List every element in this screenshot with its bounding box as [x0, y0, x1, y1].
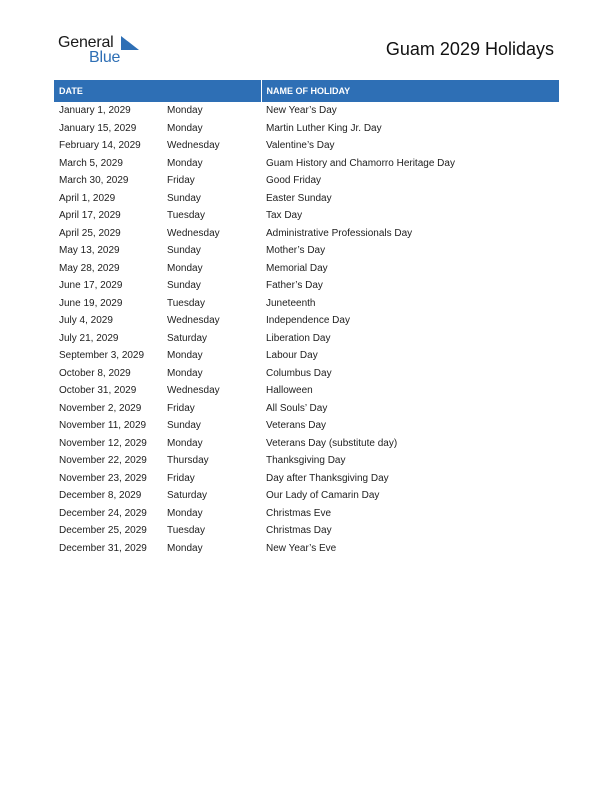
holiday-name: Halloween: [266, 385, 313, 397]
holiday-weekday: Friday: [167, 175, 195, 187]
holiday-weekday: Sunday: [167, 245, 201, 257]
holiday-date: June 19, 2029: [59, 297, 123, 309]
holiday-name: Tax Day: [266, 210, 303, 222]
holiday-name: Veterans Day: [266, 420, 327, 432]
holiday-date: November 23, 2029: [59, 472, 147, 484]
holiday-date: November 2, 2029: [59, 402, 142, 414]
holiday-name: Day after Thanksgiving Day: [266, 472, 389, 484]
holiday-weekday: Monday: [167, 507, 203, 519]
holiday-weekday: Friday: [167, 472, 195, 484]
holiday-date: February 14, 2029: [59, 140, 141, 152]
table-row: [54, 172, 559, 190]
holiday-name: Mother’s Day: [266, 245, 326, 257]
table-row: [54, 155, 559, 173]
holiday-weekday: Sunday: [167, 192, 201, 204]
logo-text-blue: Blue: [89, 49, 121, 66]
logo-triangle-icon: [121, 36, 139, 50]
holiday-weekday: Saturday: [167, 490, 208, 502]
holiday-date: October 31, 2029: [59, 385, 137, 397]
holiday-date: September 3, 2029: [59, 350, 145, 362]
holiday-date: July 4, 2029: [59, 315, 113, 327]
table-row: [54, 435, 559, 453]
holiday-date: May 28, 2029: [59, 262, 120, 274]
holiday-weekday: Monday: [167, 105, 203, 117]
holiday-weekday: Wednesday: [167, 227, 220, 239]
header-holiday-name: NAME OF HOLIDAY: [261, 80, 559, 102]
table-row: [54, 137, 559, 155]
table-row: [54, 382, 559, 400]
holiday-name: Liberation Day: [266, 332, 331, 344]
holiday-name: Martin Luther King Jr. Day: [266, 122, 382, 134]
holiday-table: [54, 80, 559, 557]
table-row: [54, 400, 559, 418]
holiday-weekday: Monday: [167, 367, 203, 379]
holiday-date: April 17, 2029: [59, 210, 121, 222]
holiday-name: New Year’s Day: [266, 105, 337, 117]
holiday-weekday: Saturday: [167, 332, 208, 344]
holiday-date: June 17, 2029: [59, 280, 123, 292]
table-row: [54, 207, 559, 225]
holiday-weekday: Monday: [167, 542, 203, 554]
holiday-weekday: Tuesday: [167, 297, 205, 309]
holiday-date: March 5, 2029: [59, 157, 123, 169]
holiday-date: January 15, 2029: [59, 122, 137, 134]
holiday-weekday: Monday: [167, 262, 203, 274]
holiday-date: December 8, 2029: [59, 490, 142, 502]
holiday-name: Our Lady of Camarin Day: [266, 490, 380, 502]
table-header-row: [54, 80, 559, 102]
table-row: [54, 417, 559, 435]
table-row: [54, 505, 559, 523]
holiday-date: May 13, 2029: [59, 245, 120, 257]
holiday-date: April 25, 2029: [59, 227, 121, 239]
holiday-name: Labour Day: [266, 350, 318, 362]
table-row: [54, 330, 559, 348]
holiday-name: Father’s Day: [266, 280, 323, 292]
holiday-weekday: Monday: [167, 122, 203, 134]
holiday-name: Independence Day: [266, 315, 350, 327]
holiday-weekday: Tuesday: [167, 210, 205, 222]
holiday-name: Easter Sunday: [266, 192, 332, 204]
holiday-name: Thanksgiving Day: [266, 455, 346, 467]
holiday-name: Memorial Day: [266, 262, 328, 274]
table-row: [54, 487, 559, 505]
holiday-name: Veterans Day (substitute day): [266, 437, 398, 449]
holiday-date: November 11, 2029: [59, 420, 147, 432]
table-row: [54, 347, 559, 365]
table-row: [54, 190, 559, 208]
table-row: [54, 295, 559, 313]
holiday-name: Guam History and Chamorro Heritage Day: [266, 157, 455, 169]
holiday-weekday: Monday: [167, 437, 203, 449]
table-row: [54, 540, 559, 558]
holiday-name: Columbus Day: [266, 367, 332, 379]
holiday-name: Christmas Day: [266, 525, 332, 537]
holiday-weekday: Wednesday: [167, 315, 220, 327]
holiday-name: All Souls’ Day: [266, 402, 328, 414]
table-row: [54, 470, 559, 488]
holiday-weekday: Sunday: [167, 280, 201, 292]
generalblue-logo: [58, 33, 148, 69]
holiday-name: Juneteenth: [266, 297, 316, 309]
table-row: [54, 225, 559, 243]
holiday-date: March 30, 2029: [59, 175, 129, 187]
holiday-weekday: Wednesday: [167, 140, 220, 152]
table-row: [54, 365, 559, 383]
logo-text-general: General: [58, 34, 114, 51]
table-row: [54, 242, 559, 260]
holiday-date: January 1, 2029: [59, 105, 131, 117]
holiday-date: December 24, 2029: [59, 507, 147, 519]
holiday-date: October 8, 2029: [59, 367, 131, 379]
holiday-name: Valentine’s Day: [266, 140, 335, 152]
holiday-weekday: Wednesday: [167, 385, 220, 397]
holiday-weekday: Tuesday: [167, 525, 205, 537]
table-row: [54, 102, 559, 120]
holiday-name: New Year’s Eve: [266, 542, 337, 554]
holiday-rows: [54, 102, 559, 557]
table-row: [54, 452, 559, 470]
holiday-weekday: Thursday: [167, 455, 209, 467]
holiday-date: December 31, 2029: [59, 542, 147, 554]
holiday-weekday: Monday: [167, 157, 203, 169]
holiday-date: November 22, 2029: [59, 455, 147, 467]
table-row: [54, 260, 559, 278]
holiday-weekday: Sunday: [167, 420, 201, 432]
table-row: [54, 120, 559, 138]
header-date: DATE: [54, 80, 261, 102]
page-title: Guam 2029 Holidays: [385, 39, 554, 59]
table-row: [54, 312, 559, 330]
holiday-weekday: Monday: [167, 350, 203, 362]
table-row: [54, 277, 559, 295]
holiday-date: July 21, 2029: [59, 332, 119, 344]
holiday-date: November 12, 2029: [59, 437, 147, 449]
holiday-name: Good Friday: [266, 175, 322, 187]
holiday-name: Administrative Professionals Day: [266, 227, 413, 239]
holiday-weekday: Friday: [167, 402, 195, 414]
holiday-date: April 1, 2029: [59, 192, 116, 204]
table-row: [54, 522, 559, 540]
holiday-name: Christmas Eve: [266, 507, 332, 519]
holiday-date: December 25, 2029: [59, 525, 147, 537]
